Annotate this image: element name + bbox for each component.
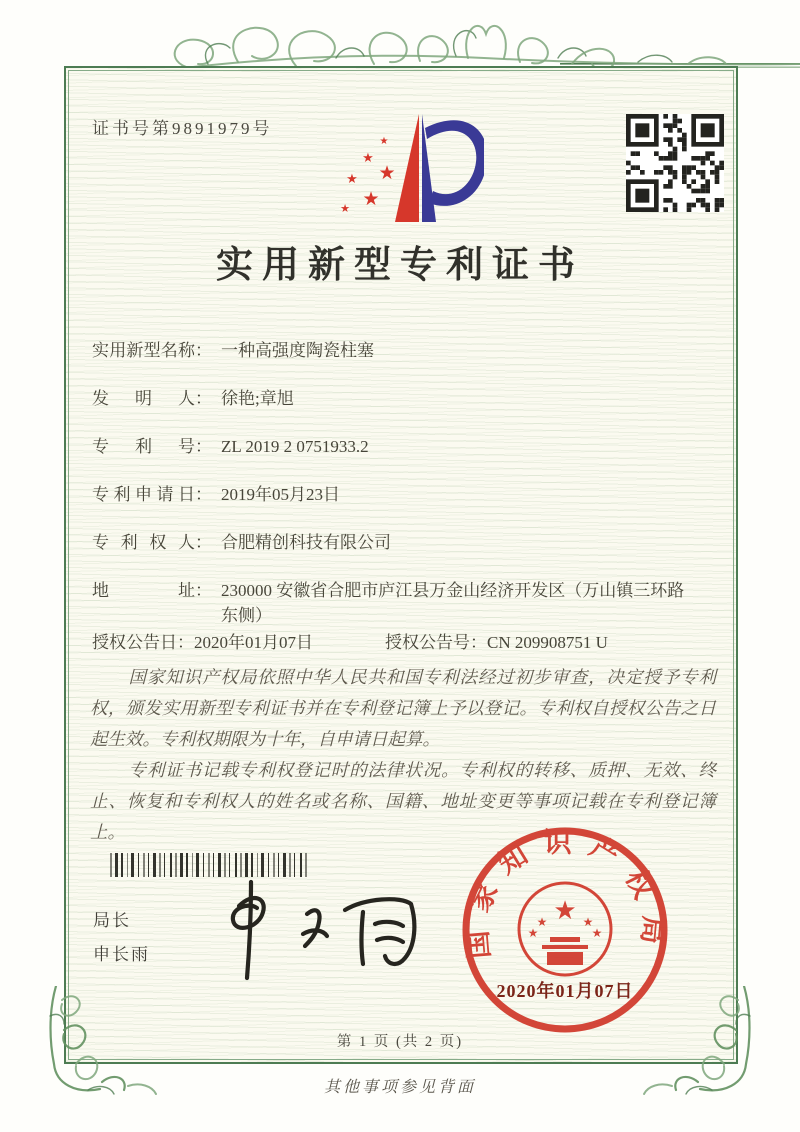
national-emblem-icon: [519, 883, 611, 975]
field-value: 徐艳;章旭: [221, 389, 294, 408]
legal-text-block: [90, 662, 716, 848]
field-label: 专利申请日: [92, 485, 195, 504]
star-icon: ★: [346, 171, 358, 186]
field-colon: ：: [195, 341, 212, 360]
grant-number-label: 授权公告号: [385, 633, 470, 652]
grant-date-label: 授权公告日: [92, 633, 177, 652]
certificate-title: 实用新型专利证书: [216, 245, 584, 286]
grant-row: [92, 628, 708, 653]
field-row-filing-date: [92, 482, 340, 507]
star-icon: ★: [527, 926, 539, 940]
field-value: 230000 安徽省合肥市庐江县万金山经济开发区（万山镇三环路东侧）: [221, 581, 685, 625]
star-icon: ★: [591, 926, 603, 940]
seal-date: 2020年01月07日: [496, 981, 634, 1001]
barcode: [110, 853, 314, 877]
field-colon: ：: [195, 389, 212, 408]
director-signature: [205, 876, 435, 981]
star-icon: ★: [378, 163, 396, 184]
field-row-patentee: [92, 530, 391, 555]
cnipa-logo-icon: [332, 104, 484, 226]
field-label: 发明人: [92, 389, 195, 408]
back-side-note: 其他事项参见背面: [323, 1079, 476, 1096]
field-colon: ：: [195, 533, 212, 552]
director-name: 申长雨: [93, 945, 150, 964]
star-icon: ★: [362, 150, 374, 165]
grant-number-value: CN 209908751 U: [487, 633, 608, 652]
field-row-patent-number: [92, 434, 369, 459]
legal-paragraph: 专利证书记载专利权登记时的法律状况。专利权的转移、质押、无效、终止、恢复和专利权人的姓名或名称、国籍、地址变更等事项记载在专利登记簿上。: [90, 760, 716, 842]
grant-number: [385, 628, 608, 653]
field-label: 专利权人: [92, 533, 195, 552]
field-colon: ：: [195, 437, 212, 456]
field-row-address: [92, 578, 689, 628]
field-label: 实用新型名称: [92, 341, 195, 360]
field-colon: ：: [195, 485, 212, 504]
field-value: 一种高强度陶瓷柱塞: [221, 341, 374, 360]
official-seal: [458, 823, 672, 1037]
field-label: 专利号: [92, 437, 195, 456]
field-label: 地址: [92, 581, 195, 600]
star-icon: ★: [582, 915, 594, 929]
legal-paragraph: 国家知识产权局依照中华人民共和国专利法经过初步审查，决定授予专利权，颁发实用新型专利证书并在专利登记簿上予以登记。专利权自授权公告之日起生效。专利权期限为十年，自申请日起算。: [90, 667, 716, 749]
star-icon: ★: [362, 189, 380, 210]
field-row-utility-model-name: [92, 338, 374, 363]
field-value: 合肥精创科技有限公司: [221, 533, 391, 552]
field-colon: ：: [177, 633, 194, 652]
field-colon: ：: [470, 633, 487, 652]
certificate-number: 证书号第9891979号: [92, 119, 273, 138]
director-title: 局长: [93, 911, 131, 930]
star-icon: ★: [553, 896, 577, 925]
page-number: 第 1 页 (共 2 页): [336, 1034, 464, 1050]
grant-date-value: 2020年01月07日: [194, 633, 313, 652]
star-icon: ★: [379, 136, 389, 147]
star-icon: ★: [340, 203, 350, 215]
qr-code: [626, 114, 724, 212]
field-value: ZL 2019 2 0751933.2: [221, 437, 369, 456]
field-colon: ：: [195, 581, 212, 600]
field-value: 2019年05月23日: [221, 485, 340, 504]
star-icon: ★: [536, 915, 548, 929]
field-row-inventor: [92, 386, 294, 411]
seal-text: 国家知识产权局: [461, 827, 669, 961]
